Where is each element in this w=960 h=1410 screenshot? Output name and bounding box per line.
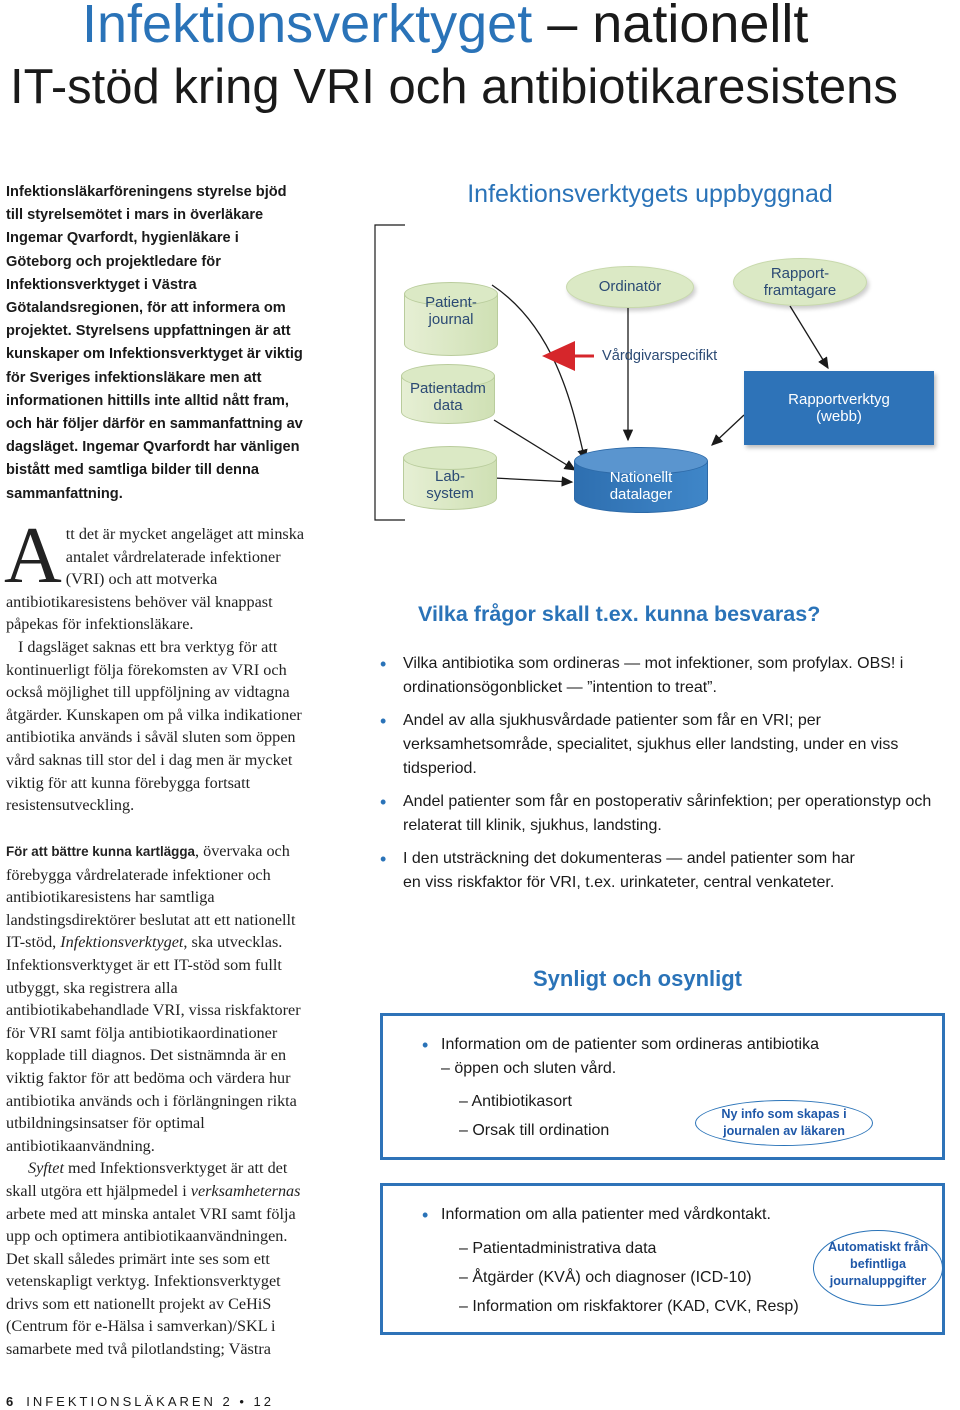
- title-rest: – nationellt: [532, 0, 809, 54]
- page-number: 6: [6, 1394, 17, 1409]
- title-blue: Infektionsverktyget: [82, 0, 533, 54]
- panel2-sub3: – Information om riskfaktorer (KAD, CVK, Resp): [459, 1298, 799, 1315]
- panel2-bullet: • Information om alla patienter med vårdkontakt.: [441, 1203, 861, 1227]
- questions-title: Vilka frågor skall t.ex. kunna besvaras?: [418, 602, 821, 626]
- cylinder-labsystem-label: Lab- system: [426, 468, 474, 502]
- list-item: • Andel av alla sjukhusvårdade patienter som får en VRI; per verksamhetsområde, specialitet, sjukhus eller landsting, under en viss tidsperiod.: [380, 709, 940, 781]
- panel2-sub1: – Patientadministrativa data: [459, 1240, 657, 1257]
- rapportframtagare-oval: Rapport- framtagare: [733, 258, 867, 306]
- article-p3a: , övervaka och förebygga vårdrelaterade infektioner och antibiotikaresistens har samtliga landstingsdirektörer beslutat att ett nationellt IT-stöd,: [6, 842, 296, 952]
- article-p3b: , ska utvecklas. Infektionsverktyget är ett IT-stöd som fullt utbyggt, ska registrera alla antibiotikabehandlade VRI, vissa riskfaktorer för VRI samt följa antibiotikaordinationer kopplade till diagnos. Det sistnämnda är en viktig faktor för att bedöma och värdera hur antibiotika används och i förlängningen rikta utbildningsinsatser för optimal antibiotikaanvändning.: [6, 933, 301, 1155]
- cylinder-nationellt-label: Nationellt datalager: [609, 469, 673, 503]
- page-subtitle: IT-stöd kring VRI och antibiotikaresistens: [10, 60, 898, 114]
- article-p3-lead: För att bättre kunna kartlägga: [6, 844, 195, 859]
- article-p4b: arbete med att minska antalet VRI samt följa upp och optimera antibiotikaanvändningen. Det skall således primärt inte ses som ett vetenskapligt verktyg. Infektionsverktyget drivs som ett nationellt projekt av CeHiS (Centrum för e-Hälsa i samverkan)/SKL i samarbete med två pilotlandsting; Västra: [6, 1204, 296, 1359]
- arrow-journal-to-datalager: [492, 285, 585, 460]
- cylinder-patientjournal-label: Patient- journal: [425, 294, 477, 328]
- arrow-adm-to-datalager: [494, 420, 575, 470]
- panel1-note: Ny info som skapas i journalen av läkaren: [695, 1100, 873, 1146]
- article-p4a: med Infektionsverktyget är att det skall utgöra ett hjälpmedel i: [6, 1159, 288, 1200]
- list-item: • Vilka antibiotika som ordineras — mot infektioner, som profylax. OBS! i ordinationsögonblicket — ”intention to treat”.: [380, 652, 940, 700]
- questions-list: [380, 652, 940, 904]
- article-p4-em2: verksamheternas: [190, 1181, 301, 1200]
- article-column-bottom: [6, 840, 304, 1361]
- panel-vardkontakt: [380, 1183, 945, 1335]
- drop-cap: A: [4, 512, 62, 600]
- article-p3-em: Infektionsverktyget: [60, 933, 184, 952]
- panel1-sub2: – Orsak till ordination: [459, 1122, 610, 1139]
- article-column-top: [4, 512, 305, 817]
- magazine-name: INFEKTIONSLÄKAREN 2 • 12: [26, 1394, 275, 1409]
- ordinator-oval: Ordinatör: [566, 266, 694, 308]
- panel-antibiotika: [380, 1013, 945, 1160]
- cylinder-patientjournal: [404, 282, 498, 358]
- list-item: • I den utsträckning det dokumenteras — andel patienter som har en viss riskfaktor för VRI, t.ex. urinkateter, central venkateter.: [380, 847, 863, 895]
- arrow-rapport-to-box: [790, 306, 828, 368]
- panel2-sub2: – Åtgärder (KVÅ) och diagnoser (ICD-10): [459, 1269, 752, 1286]
- article-p1: tt det är mycket angeläget att minska antalet vårdrelaterade infektioner (VRI) och att motverka antibiotikaresistens behöver väl knappast påpekas för infektionsläkare.: [6, 525, 305, 634]
- article-p2: I dagsläget saknas ett bra verktyg för att kontinuerligt följa förekomsten av VRI och också möjlighet till uppföljning av vidtagna åtgärder. Kunskapen om på vilka indikationer antibiotika används i såväl sluten som öppen vård saknas till stor del i dag men är mycket viktig för att kunna förebygga fortsatt resistensutveckling.: [6, 637, 302, 815]
- article-p4-em1: Syftet: [28, 1159, 64, 1178]
- rapportverktyg-label: Rapportverktyg (webb): [788, 391, 890, 425]
- panel1-bullet: • Information om de patienter som ordineras antibiotika – öppen och sluten vård.: [441, 1033, 821, 1081]
- arrow-box-to-datalager: [712, 415, 744, 445]
- cylinder-labsystem: [403, 446, 497, 510]
- cylinder-nationellt-datalager: [574, 447, 708, 513]
- footer: [6, 1394, 274, 1409]
- cylinder-patientadm-label: Patientadm data: [410, 380, 486, 414]
- intro-text: Infektionsläkarföreningens styrelse bjöd till styrelsemötet i mars in överläkare Ingemar Qvarfordt, hygienläkare i Göteborg och projektledare för Infektionsverktyget i Västra Götalandsregionen, för att informera om projektet. Styrelsens uppfattningen är att kunskaper om Infektionsverktyget är viktig för Sveriges infektionsläkare men att informationen hittills inte alltid nått fram, och här följer därför en sammanfattning av dagsläget. Ingemar Qvarfordt har vänligen bistått med samtliga bilder till denna sammanfattning.: [6, 184, 303, 502]
- panel1-sub1: – Antibiotikasort: [459, 1093, 572, 1110]
- visible-title: Synligt och osynligt: [533, 966, 743, 991]
- diagram-title: Infektionsverktygets uppbyggnad: [467, 180, 833, 208]
- rapportverktyg-box: [744, 371, 934, 445]
- arrow-lab-to-datalager: [494, 478, 572, 482]
- vardgivarspecifikt-label: Vårdgivarspecifikt: [602, 348, 718, 364]
- list-item: • Andel patienter som får en postoperativ sårinfektion; per operationstyp och relaterat till klinik, sjukhus, landsting.: [380, 790, 940, 838]
- cylinder-patientadm: [401, 364, 495, 424]
- panel2-note: Automatiskt från befintliga journaluppgifter: [813, 1230, 943, 1306]
